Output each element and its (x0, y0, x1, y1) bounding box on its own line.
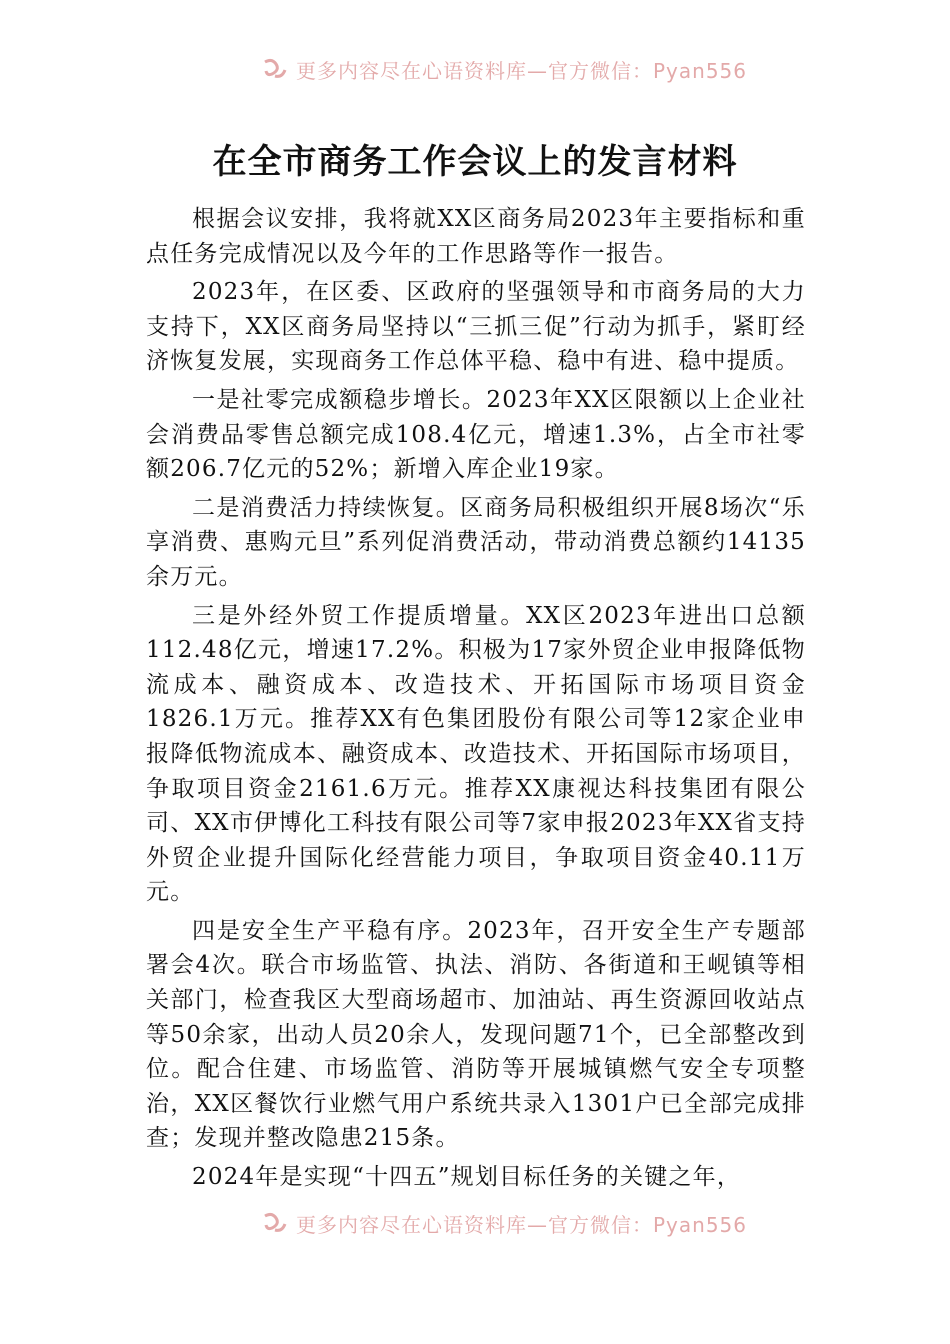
watermark-text: 更多内容尽在心语资料库—官方微信：Pyan556 (296, 58, 748, 83)
paragraph-4: 二是消费活力持续恢复。区商务局积极组织开展8场次“乐享消费、惠购元旦”系列促消费活动，带动消费总额约14135余万元。 (146, 494, 806, 590)
paragraph-7: 2024年是实现“十四五”规划目标任务的关键之年， (192, 1164, 742, 1191)
paragraph-5: 三是外经外贸工作提质增量。XX区2023年进出口总额112.48亿元，增速17.2%。积极为17家外贸企业申报降低物流成本、融资成本、改造技术、开拓国际市场项目资金1826.1万元。推荐XX有色集团股份有限公司等12家企业申报降低物流成本、融资成本、改造技术、开拓国际市场项目，争取项目资金2161.6万元。推荐XX康视达科技集团有限公司、XX市伊博化工科技有限公司等7家申报2023年XX省支持外贸企业提升国际化经营能力项目，争取项目资金40.11万元。 (146, 602, 806, 906)
paragraph-2: 2023年，在区委、区政府的坚强领导和市商务局的大力支持下，XX区商务局坚持以“三抓三促”行动为抓手，紧盯经济恢复发展，实现商务工作总体平稳、稳中有进、稳中提质。 (146, 279, 806, 375)
watermark-text: 更多内容尽在心语资料库—官方微信：Pyan556 (296, 1212, 748, 1237)
logo-icon (262, 56, 288, 82)
page-title: 在全市商务工作会议上的发言材料 (212, 142, 738, 182)
paragraph-3: 一是社零完成额稳步增长。2023年XX区限额以上企业社会消费品零售总额完成108.4亿元，增速1.3%，占全市社零额206.7亿元的52%；新增入库企业19家。 (146, 386, 806, 483)
paragraph-6: 四是安全生产平稳有序。2023年，召开安全生产专题部署会4次。联合市场监管、执法、消防、各街道和王岘镇等相关部门，检查我区大型商场超市、加油站、再生资源回收站点等50余家，出动人员20余人，发现问题71个，已全部整改到位。配合住建、市场监管、消防等开展城镇燃气安全专项整治，XX区餐饮行业燃气用户系统共录入1301户已全部完成排查；发现并整改隐患215条。 (146, 917, 806, 1152)
document-body (146, 202, 806, 1199)
paragraph-1: 根据会议安排，我将就XX区商务局2023年主要指标和重点任务完成情况以及今年的工作思路等作一报告。 (146, 206, 806, 267)
logo-icon (262, 1210, 288, 1236)
watermark-footer (262, 1208, 747, 1238)
watermark-header (262, 54, 747, 84)
